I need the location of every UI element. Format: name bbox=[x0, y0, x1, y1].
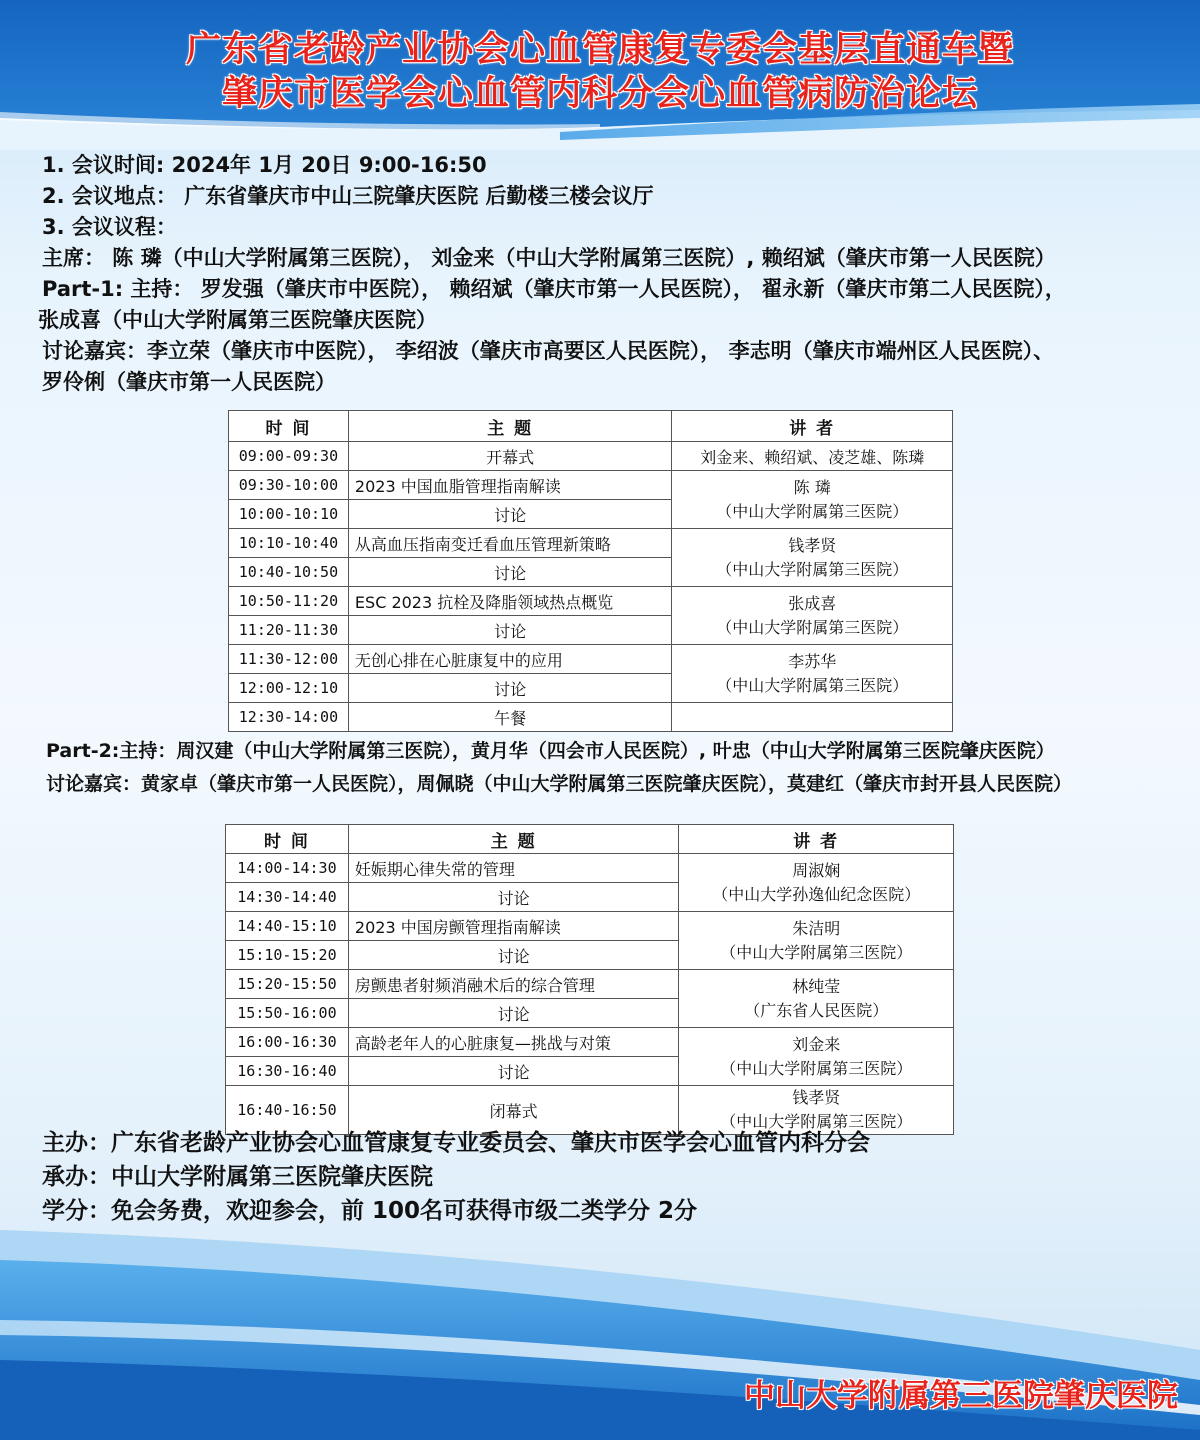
title-line1: 广东省老龄产业协会心血管康复专委会基层直通车暨 bbox=[185, 30, 1014, 70]
topic-cell: 讨论 bbox=[348, 558, 671, 587]
time-cell: 16:30-16:40 bbox=[226, 1057, 349, 1086]
time-cell: 12:30-14:00 bbox=[229, 703, 349, 732]
time-cell: 14:40-15:10 bbox=[226, 912, 349, 941]
organizer-info bbox=[42, 1126, 870, 1228]
speaker-cell bbox=[672, 529, 953, 587]
topic-cell: 开幕式 bbox=[348, 442, 671, 471]
topic-cell: 无创心排在心脏康复中的应用 bbox=[348, 645, 671, 674]
speaker-cell bbox=[679, 912, 954, 970]
table-row bbox=[226, 970, 954, 999]
topic-cell: 讨论 bbox=[348, 1057, 679, 1086]
time-cell: 10:50-11:20 bbox=[229, 587, 349, 616]
time-cell: 10:10-10:40 bbox=[229, 529, 349, 558]
table-row bbox=[226, 854, 954, 883]
speaker-affiliation: （中山大学附属第三医院） bbox=[716, 675, 909, 695]
table-header-row bbox=[229, 411, 953, 442]
topic-cell: 闭幕式 bbox=[348, 1086, 679, 1135]
topic-cell: 2023 中国房颤管理指南解读 bbox=[348, 912, 679, 941]
table-row bbox=[229, 587, 953, 616]
speaker-cell: 刘金来、赖绍斌、凌芝雄、陈璘 bbox=[672, 442, 953, 471]
footer-organization: 中山大学附属第三医院肇庆医院 bbox=[744, 1378, 1178, 1414]
table-row bbox=[226, 1028, 954, 1057]
time-cell: 10:40-10:50 bbox=[229, 558, 349, 587]
speaker-cell bbox=[679, 970, 954, 1028]
meeting-location: 2. 会议地点： 广东省肇庆市中山三院肇庆医院 后勤楼三楼会议厅 bbox=[42, 184, 654, 208]
co-organizer: 承办：中山大学附属第三医院肇庆医院 bbox=[42, 1164, 433, 1190]
speaker-name: 刘金来 bbox=[792, 1034, 841, 1054]
speaker-cell bbox=[672, 471, 953, 529]
meeting-agenda-label: 3. 会议议程： bbox=[42, 215, 177, 239]
part1-guests-cont: 罗伶俐（肇庆市第一人民医院） bbox=[42, 370, 336, 394]
part2-hosts: Part-2:主持：周汉建（中山大学附属第三医院），黄月华（四会市人民医院）, 叶忠（中山大学附属第三医院肇庆医院） bbox=[46, 740, 1055, 762]
title-line2: 肇庆市医学会心血管内科分会心血管病防治论坛 bbox=[221, 74, 978, 114]
time-cell: 14:30-14:40 bbox=[226, 883, 349, 912]
topic-cell: ESC 2023 抗栓及降脂领域热点概览 bbox=[348, 587, 671, 616]
topic-cell: 讨论 bbox=[348, 616, 671, 645]
time-cell: 14:00-14:30 bbox=[226, 854, 349, 883]
speaker-affiliation: （中山大学附属第三医院） bbox=[716, 617, 909, 637]
header-banner bbox=[0, 0, 1200, 150]
speaker-name: 朱洁明 bbox=[792, 918, 841, 938]
table-header-row bbox=[226, 825, 954, 854]
table-row bbox=[229, 529, 953, 558]
organizer: 主办：广东省老龄产业协会心血管康复专业委员会、肇庆市医学会心血管内科分会 bbox=[42, 1130, 870, 1156]
header-speaker: 讲 者 bbox=[672, 411, 953, 442]
part1-guests: 讨论嘉宾：李立荣（肇庆市中医院）， 李绍波（肇庆市高要区人民医院）， 李志明（肇庆市端州区人民医院）、 bbox=[42, 339, 1055, 363]
time-cell: 10:00-10:10 bbox=[229, 500, 349, 529]
speaker-cell bbox=[672, 703, 953, 732]
speaker-cell bbox=[672, 645, 953, 703]
table-row bbox=[229, 442, 953, 471]
header-time: 时 间 bbox=[226, 825, 349, 854]
time-cell: 15:20-15:50 bbox=[226, 970, 349, 999]
speaker-name: 陈 璘 bbox=[793, 477, 831, 497]
topic-cell: 2023 中国血脂管理指南解读 bbox=[348, 471, 671, 500]
header-time: 时 间 bbox=[229, 411, 349, 442]
time-cell: 15:50-16:00 bbox=[226, 999, 349, 1028]
time-cell: 11:20-11:30 bbox=[229, 616, 349, 645]
topic-cell: 高龄老年人的心脏康复—挑战与对策 bbox=[348, 1028, 679, 1057]
time-cell: 11:30-12:00 bbox=[229, 645, 349, 674]
part1-hosts-cont: 张成喜（中山大学附属第三医院肇庆医院） bbox=[38, 308, 437, 332]
topic-cell: 讨论 bbox=[348, 999, 679, 1028]
part2-info bbox=[46, 736, 1072, 800]
topic-cell: 房颤患者射频消融术后的综合管理 bbox=[348, 970, 679, 999]
topic-cell: 妊娠期心律失常的管理 bbox=[348, 854, 679, 883]
meeting-time: 1. 会议时间: 2024年 1月 20日 9:00-16:50 bbox=[42, 153, 487, 177]
speaker-cell bbox=[679, 854, 954, 912]
topic-cell: 讨论 bbox=[348, 500, 671, 529]
speaker-cell bbox=[679, 1028, 954, 1086]
speaker-affiliation: （中山大学附属第三医院） bbox=[720, 942, 913, 962]
header-speaker: 讲 者 bbox=[679, 825, 954, 854]
speaker-name: 钱孝贤 bbox=[788, 535, 837, 555]
topic-cell: 午餐 bbox=[348, 703, 671, 732]
speaker-affiliation: （中山大学孙逸仙纪念医院） bbox=[712, 884, 921, 904]
speaker-name: 张成喜 bbox=[788, 593, 837, 613]
speaker-name: 周淑娴 bbox=[792, 860, 841, 880]
schedule-table-1 bbox=[228, 410, 953, 732]
header-topic: 主 题 bbox=[348, 825, 679, 854]
table-row bbox=[229, 703, 953, 732]
speaker-name: 李苏华 bbox=[788, 651, 837, 671]
table-row bbox=[226, 912, 954, 941]
time-cell: 09:30-10:00 bbox=[229, 471, 349, 500]
part2-guests: 讨论嘉宾：黄家卓（肇庆市第一人民医院），周佩晓（中山大学附属第三医院肇庆医院），莫建红（肇庆市封开县人民医院） bbox=[46, 773, 1073, 795]
schedule-table-2 bbox=[225, 824, 954, 1135]
topic-cell: 讨论 bbox=[348, 883, 679, 912]
part1-hosts: Part-1: 主持： 罗发强（肇庆市中医院）， 赖绍斌（肇庆市第一人民医院）， 翟永新（肇庆市第二人民医院）， bbox=[42, 277, 1066, 301]
topic-cell: 从高血压指南变迁看血压管理新策略 bbox=[348, 529, 671, 558]
topic-cell: 讨论 bbox=[348, 941, 679, 970]
credit-info: 学分：免会务费，欢迎参会，前 100名可获得市级二类学分 2分 bbox=[42, 1198, 698, 1224]
chairs: 主席： 陈 璘（中山大学附属第三医院）， 刘金来（中山大学附属第三医院）, 赖绍斌（肇庆市第一人民医院） bbox=[42, 246, 1056, 270]
time-cell: 12:00-12:10 bbox=[229, 674, 349, 703]
time-cell: 16:40-16:50 bbox=[226, 1086, 349, 1135]
time-cell: 09:00-09:30 bbox=[229, 442, 349, 471]
speaker-affiliation: （广东省人民医院） bbox=[744, 1000, 889, 1020]
speaker-affiliation: （中山大学附属第三医院） bbox=[720, 1058, 913, 1078]
time-cell: 15:10-15:20 bbox=[226, 941, 349, 970]
table-row bbox=[229, 645, 953, 674]
speaker-affiliation: （中山大学附属第三医院） bbox=[720, 1112, 913, 1131]
speaker-affiliation: （中山大学附属第三医院） bbox=[716, 501, 909, 521]
speaker-name: 钱孝贤 bbox=[792, 1088, 841, 1107]
speaker-cell bbox=[672, 587, 953, 645]
header-topic: 主 题 bbox=[348, 411, 671, 442]
meeting-info bbox=[38, 150, 1066, 398]
topic-cell: 讨论 bbox=[348, 674, 671, 703]
table-row bbox=[229, 471, 953, 500]
speaker-name: 林纯莹 bbox=[792, 976, 841, 996]
time-cell: 16:00-16:30 bbox=[226, 1028, 349, 1057]
speaker-affiliation: （中山大学附属第三医院） bbox=[716, 559, 909, 579]
